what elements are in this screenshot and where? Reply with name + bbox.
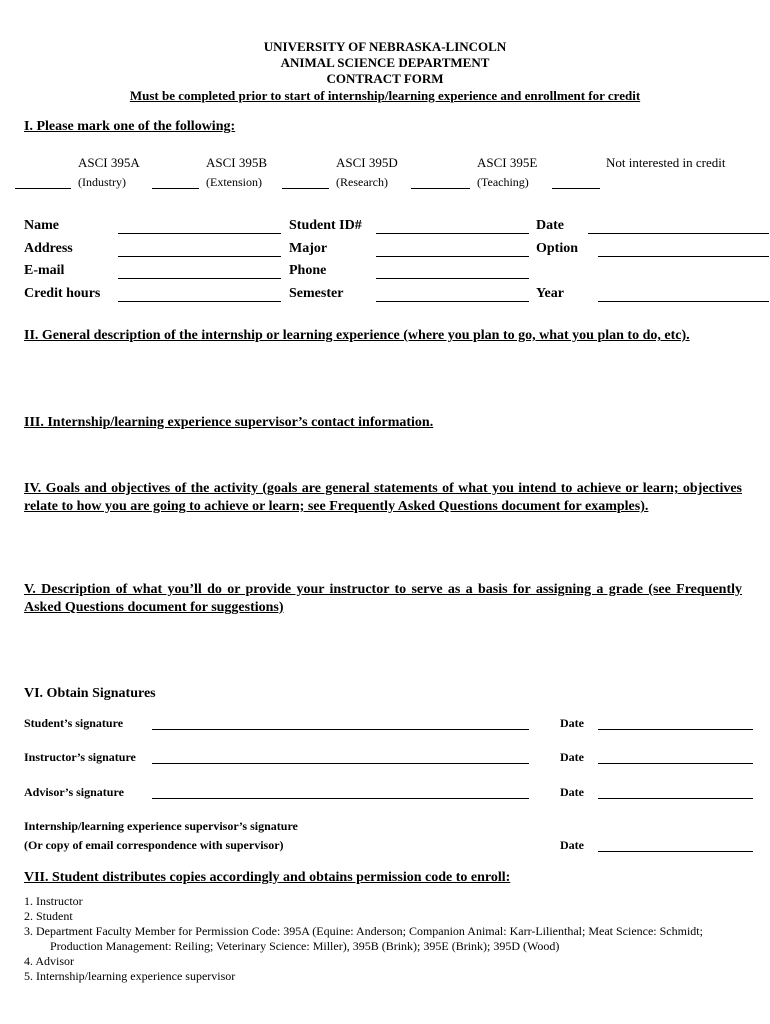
date-field[interactable] [588,233,769,234]
list-item: 1. Instructor [24,894,83,908]
student-sig-date-field[interactable] [598,729,753,730]
name-field[interactable] [118,233,281,234]
header-university: UNIVERSITY OF NEBRASKA-LINCOLN [263,39,507,54]
list-item: Production Management: Reiling; Veterinary Science: Miller), 395B (Brink); 395E (Brink); 395D (Wood) [50,939,560,953]
option-395e-code: ASCI 395E [477,155,538,170]
supervisor-signature-note: (Or copy of email correspondence with supervisor) [24,838,284,852]
advisor-sig-date-field[interactable] [598,798,753,799]
phone-label: Phone [289,263,327,278]
email-field[interactable] [118,278,281,279]
section3-title: III. Internship/learning experience supervisor’s contact information. [24,415,434,430]
section7-title: VII. Student distributes copies accordingly and obtains permission code to enroll: [24,870,511,885]
option-395d-desc: (Research) [336,175,388,189]
header-department: ANIMAL SCIENCE DEPARTMENT [280,55,490,70]
option-no-credit-mark[interactable] [552,188,600,189]
list-item: 5. Internship/learning experience supervisor [24,969,236,983]
semester-label: Semester [289,286,344,301]
list-item: 3. Department Faculty Member for Permission Code: 395A (Equine: Anderson; Companion Animal: Karr-Lilienthal; Meat Science: Schmidt; [24,924,703,938]
section1-title: I. Please mark one of the following: [24,119,236,134]
advisor-sig-date-label: Date [560,785,584,799]
instructor-signature-label: Instructor’s signature [24,750,136,764]
option-395d-code: ASCI 395D [336,155,398,170]
instructor-sig-date-field[interactable] [598,763,753,764]
semester-field[interactable] [376,301,529,302]
option-no-credit-label: Not interested in credit [606,155,726,170]
advisor-signature-field[interactable] [152,798,529,799]
advisor-signature-label: Advisor’s signature [24,785,124,799]
section2-title: II. General description of the internship or learning experience (where you plan to go, what you plan to do, etc). [24,328,690,343]
section4-title: IV. Goals and objectives of the activity (goals are general statements of what you intend to achieve or learn; objectives relate to how you are going to achieve or learn; see Frequently Asked Questions document for examples). [24,481,742,514]
option-395a-code: ASCI 395A [78,155,140,170]
option-395e-mark[interactable] [411,188,470,189]
option-395b-mark[interactable] [152,188,199,189]
option-395e-desc: (Teaching) [477,175,529,189]
student-sig-date-label: Date [560,716,584,730]
credit-hours-label: Credit hours [24,286,101,301]
phone-field[interactable] [376,278,529,279]
address-field[interactable] [118,256,281,257]
name-label: Name [24,218,59,233]
header-form-title: CONTRACT FORM [326,71,444,86]
option-395b-desc: (Extension) [206,175,262,189]
student-id-label: Student ID# [289,218,362,233]
instructor-sig-date-label: Date [560,750,584,764]
student-signature-label: Student’s signature [24,716,124,730]
option-395a-desc: (Industry) [78,175,126,189]
option-395a-mark[interactable] [15,188,71,189]
credit-hours-field[interactable] [118,301,281,302]
section6-title: VI. Obtain Signatures [24,686,156,701]
student-id-field[interactable] [376,233,529,234]
supervisor-sig-date-field[interactable] [598,851,753,852]
option-395b-code: ASCI 395B [206,155,268,170]
option-395d-mark[interactable] [282,188,329,189]
header-instructions: Must be completed prior to start of internship/learning experience and enrollment for credit [129,88,641,103]
year-label: Year [536,286,564,301]
student-signature-field[interactable] [152,729,529,730]
year-field[interactable] [598,301,769,302]
supervisor-signature-label: Internship/learning experience supervisor’s signature [24,819,298,833]
section5-title: V. Description of what you’ll do or provide your instructor to serve as a basis for assigning a grade (see Frequently Asked Questions document for suggestions) [24,582,742,615]
supervisor-sig-date-label: Date [560,838,584,852]
option-label: Option [536,241,579,256]
list-item: 4. Advisor [24,954,75,968]
instructor-signature-field[interactable] [152,763,529,764]
list-item: 2. Student [24,909,73,923]
option-field[interactable] [598,256,769,257]
email-label: E-mail [24,263,65,278]
date-label: Date [536,218,564,233]
major-label: Major [289,241,328,256]
major-field[interactable] [376,256,529,257]
address-label: Address [24,241,73,256]
